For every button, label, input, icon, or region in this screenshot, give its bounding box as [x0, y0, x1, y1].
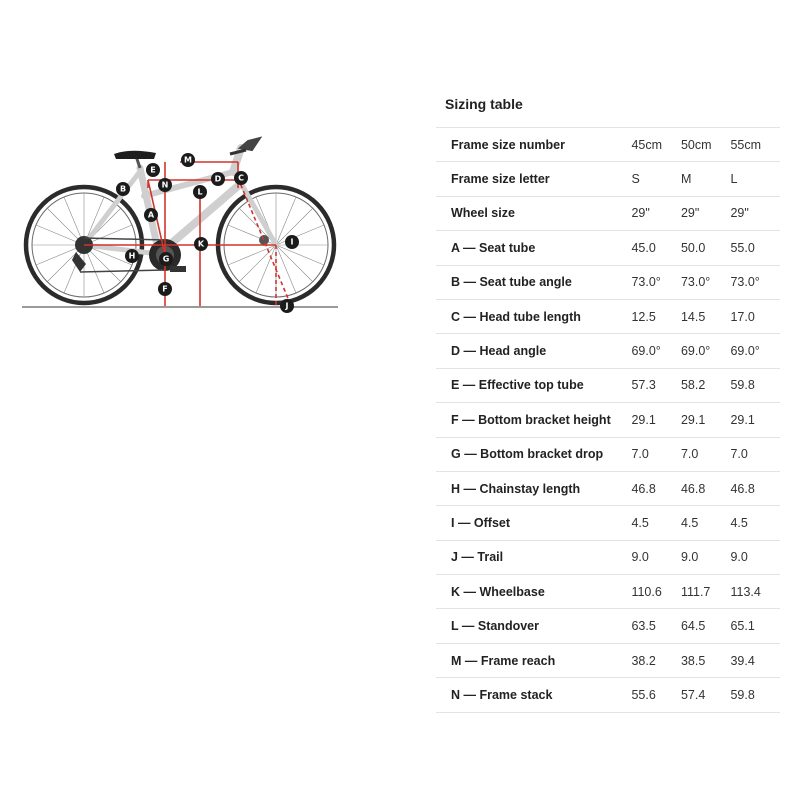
row-value: 29.1: [730, 403, 780, 437]
row-value: 38.5: [681, 643, 731, 677]
svg-text:N: N: [161, 180, 169, 190]
svg-text:I: I: [290, 237, 294, 247]
table-row: [436, 368, 780, 402]
row-value: 29.1: [681, 403, 731, 437]
row-value: 9.0: [730, 540, 780, 574]
row-value: 69.0°: [681, 334, 731, 368]
row-value: 29": [681, 196, 731, 230]
row-value: 46.8: [616, 471, 681, 505]
marker-j: [280, 299, 294, 313]
table-row: [436, 575, 780, 609]
svg-text:A: A: [147, 210, 155, 220]
row-value: 55.0: [730, 231, 780, 265]
svg-text:E: E: [150, 165, 156, 175]
row-value: 46.8: [681, 471, 731, 505]
row-value: 4.5: [681, 506, 731, 540]
row-value: 50cm: [681, 128, 731, 162]
svg-text:L: L: [197, 187, 203, 197]
row-label: D — Head angle: [436, 334, 616, 368]
row-value: 50.0: [681, 231, 731, 265]
row-label: F — Bottom bracket height: [436, 403, 616, 437]
row-value: 12.5: [616, 299, 681, 333]
table-row: [436, 540, 780, 574]
row-value: 38.2: [616, 643, 681, 677]
row-value: 29": [730, 196, 780, 230]
row-label: L — Standover: [436, 609, 616, 643]
row-value: 29": [616, 196, 681, 230]
row-value: 110.6: [616, 575, 681, 609]
row-value: 111.7: [681, 575, 731, 609]
row-label: I — Offset: [436, 506, 616, 540]
row-label: Frame size number: [436, 128, 616, 162]
sizing-table: [436, 127, 780, 713]
table-row: [436, 128, 780, 162]
row-label: N — Frame stack: [436, 678, 616, 712]
svg-text:D: D: [214, 174, 222, 184]
marker-k: [194, 237, 208, 251]
table-row: [436, 471, 780, 505]
row-value: 73.0°: [616, 265, 681, 299]
row-value: 14.5: [681, 299, 731, 333]
row-value: 57.4: [681, 678, 731, 712]
row-value: 45cm: [616, 128, 681, 162]
row-value: 4.5: [730, 506, 780, 540]
marker-g: [159, 252, 173, 266]
table-row: [436, 196, 780, 230]
row-label: E — Effective top tube: [436, 368, 616, 402]
marker-m: [181, 153, 195, 167]
marker-d: [211, 172, 225, 186]
table-row: [436, 506, 780, 540]
svg-text:K: K: [197, 239, 205, 249]
bike-geometry-svg: [20, 128, 340, 318]
row-label: A — Seat tube: [436, 231, 616, 265]
saddle: [114, 151, 156, 159]
sizing-table-body: [436, 128, 780, 713]
table-row: [436, 643, 780, 677]
row-value: 7.0: [730, 437, 780, 471]
svg-text:J: J: [285, 301, 289, 311]
table-row: [436, 231, 780, 265]
table-row: [436, 437, 780, 471]
marker-l: [193, 185, 207, 199]
marker-c: [234, 171, 248, 185]
row-value: 59.8: [730, 368, 780, 402]
row-value: 58.2: [681, 368, 731, 402]
row-value: 29.1: [616, 403, 681, 437]
pedal: [170, 266, 186, 272]
row-label: B — Seat tube angle: [436, 265, 616, 299]
row-value: 73.0°: [730, 265, 780, 299]
marker-h: [125, 249, 139, 263]
marker-n: [158, 178, 172, 192]
table-row: [436, 403, 780, 437]
row-value: 59.8: [730, 678, 780, 712]
row-value: 45.0: [616, 231, 681, 265]
row-value: S: [616, 162, 681, 196]
row-value: 113.4: [730, 575, 780, 609]
row-label: G — Bottom bracket drop: [436, 437, 616, 471]
marker-i: [285, 235, 299, 249]
table-row: [436, 265, 780, 299]
row-value: 55.6: [616, 678, 681, 712]
row-value: 55cm: [730, 128, 780, 162]
table-row: [436, 162, 780, 196]
row-value: 7.0: [616, 437, 681, 471]
marker-b: [116, 182, 130, 196]
row-label: K — Wheelbase: [436, 575, 616, 609]
svg-text:C: C: [238, 173, 244, 183]
marker-e: [146, 163, 160, 177]
row-value: 9.0: [681, 540, 731, 574]
row-value: 17.0: [730, 299, 780, 333]
svg-text:F: F: [162, 284, 168, 294]
table-row: [436, 609, 780, 643]
row-value: 4.5: [616, 506, 681, 540]
row-label: Frame size letter: [436, 162, 616, 196]
handlebar: [240, 138, 260, 150]
row-value: 73.0°: [681, 265, 731, 299]
row-value: M: [681, 162, 731, 196]
row-value: 9.0: [616, 540, 681, 574]
marker-f: [158, 282, 172, 296]
svg-text:M: M: [184, 155, 192, 165]
row-value: L: [730, 162, 780, 196]
row-label: Wheel size: [436, 196, 616, 230]
row-value: 69.0°: [730, 334, 780, 368]
row-value: 7.0: [681, 437, 731, 471]
row-value: 46.8: [730, 471, 780, 505]
row-label: M — Frame reach: [436, 643, 616, 677]
row-value: 63.5: [616, 609, 681, 643]
svg-text:B: B: [119, 184, 127, 194]
table-row: [436, 678, 780, 712]
row-value: 69.0°: [616, 334, 681, 368]
svg-text:G: G: [162, 254, 170, 264]
sizing-table-title: Sizing table: [445, 96, 523, 112]
row-value: 57.3: [616, 368, 681, 402]
table-row: [436, 299, 780, 333]
row-value: 64.5: [681, 609, 731, 643]
marker-a: [144, 208, 158, 222]
row-label: H — Chainstay length: [436, 471, 616, 505]
row-value: 39.4: [730, 643, 780, 677]
row-label: C — Head tube length: [436, 299, 616, 333]
svg-text:H: H: [128, 251, 136, 261]
bike-geometry-diagram: [20, 128, 340, 318]
row-value: 65.1: [730, 609, 780, 643]
row-label: J — Trail: [436, 540, 616, 574]
table-row: [436, 334, 780, 368]
